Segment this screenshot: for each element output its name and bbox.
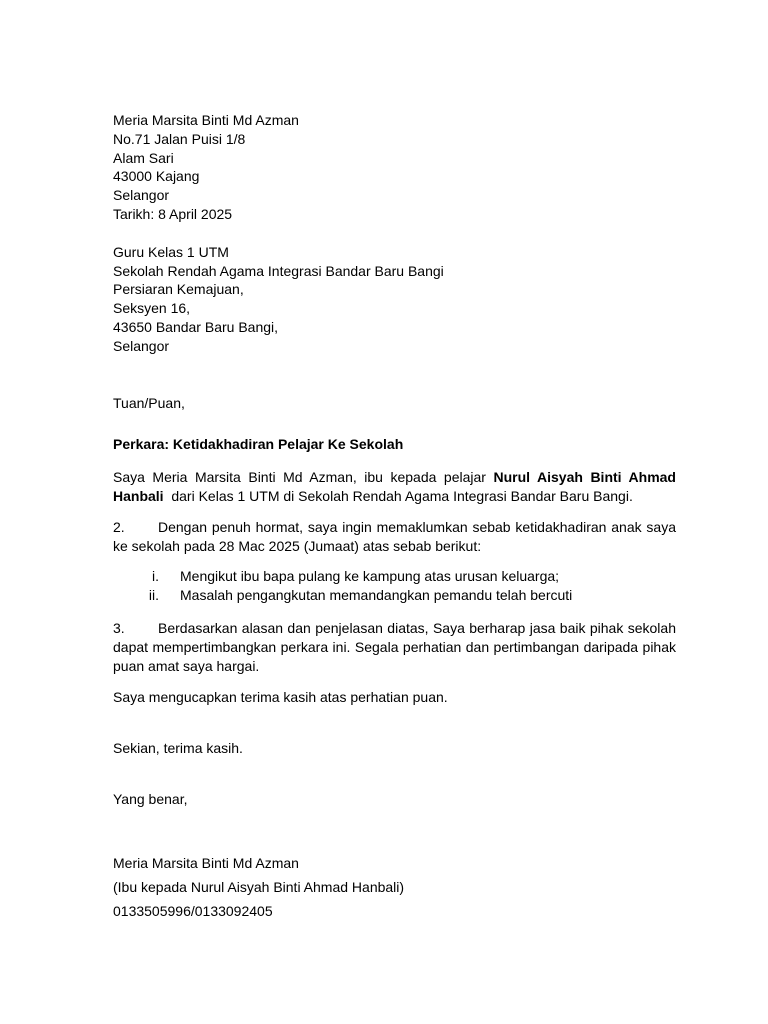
recipient-line: Guru Kelas 1 UTM: [113, 243, 229, 260]
intro-text: Saya Meria Marsita Binti Md Azman, ibu kepada pelajar: [113, 469, 494, 486]
list-item: [113, 586, 676, 605]
sender-address-line: Alam Sari: [113, 149, 174, 166]
signatory-relation: (Ibu kepada Nurul Aisyah Binti Ahmad Hanbali): [113, 879, 405, 896]
salutation: Tuan/Puan,: [113, 394, 185, 411]
intro-text-continued: dari Kelas 1 UTM di Sekolah Rendah Agama Integrasi Bandar Baru Bangi.: [163, 487, 633, 504]
reasons-list: [113, 567, 676, 605]
list-item-text: Masalah pengangkutan memandangkan pemandu telah bercuti: [180, 587, 573, 604]
recipient-line: Sekolah Rendah Agama Integrasi Bandar Baru Bangi: [113, 262, 444, 279]
paragraph-thanks: Saya mengucapkan terima kasih atas perhatian puan.: [113, 689, 448, 706]
list-item-text: Mengikut ibu bapa pulang ke kampung atas urusan keluarga;: [180, 568, 560, 585]
sender-address-line: 43000 Kajang: [113, 168, 200, 185]
signatory-phone: 0133505996/0133092405: [113, 903, 273, 920]
letter-body: [113, 111, 676, 921]
recipient-line: Persiaran Kemajuan,: [113, 281, 244, 298]
paragraph-3-text: Berdasarkan alasan dan penjelasan diatas, Saya berharap jasa baik pihak sekolah dapat mempertimbangkan perkara ini. Segala perhatian dan pertimbangan daripada pihak puan amat saya hargai.: [113, 619, 676, 674]
list-marker: i.: [152, 568, 159, 585]
sender-address-block: [113, 111, 676, 224]
subject-line: Perkara: Ketidakhadiran Pelajar Ke Sekolah: [113, 436, 404, 453]
paragraph-2: [113, 518, 676, 556]
signature-block: [113, 854, 676, 921]
valediction: Yang benar,: [113, 790, 188, 807]
recipient-line: 43650 Bandar Baru Bangi,: [113, 318, 279, 335]
letter-date: Tarikh: 8 April 2025: [113, 205, 233, 222]
paragraph-number: 3.: [113, 619, 125, 636]
list-marker: ii.: [148, 587, 159, 604]
sender-address-line: Selangor: [113, 187, 170, 204]
paragraph-intro: [113, 468, 676, 506]
recipient-address-block: [113, 243, 676, 356]
paragraph-2-text: Dengan penuh hormat, saya ingin memaklumkan sebab ketidakhadiran anak saya ke sekolah pada 28 Mac 2025 (Jumaat) atas sebab berikut:: [113, 518, 676, 554]
student-name: Nurul Aisyah Binti Ahmad Hanbali: [113, 469, 676, 504]
recipient-line: Seksyen 16,: [113, 300, 191, 317]
list-item: [113, 567, 676, 586]
sender-address-line: No.71 Jalan Puisi 1/8: [113, 130, 246, 147]
closing-line: Sekian, terima kasih.: [113, 740, 243, 757]
recipient-line: Selangor: [113, 337, 170, 354]
sender-name: Meria Marsita Binti Md Azman: [113, 112, 299, 128]
paragraph-3: [113, 619, 676, 675]
signatory-name: Meria Marsita Binti Md Azman: [113, 854, 299, 871]
paragraph-number: 2.: [113, 518, 125, 535]
